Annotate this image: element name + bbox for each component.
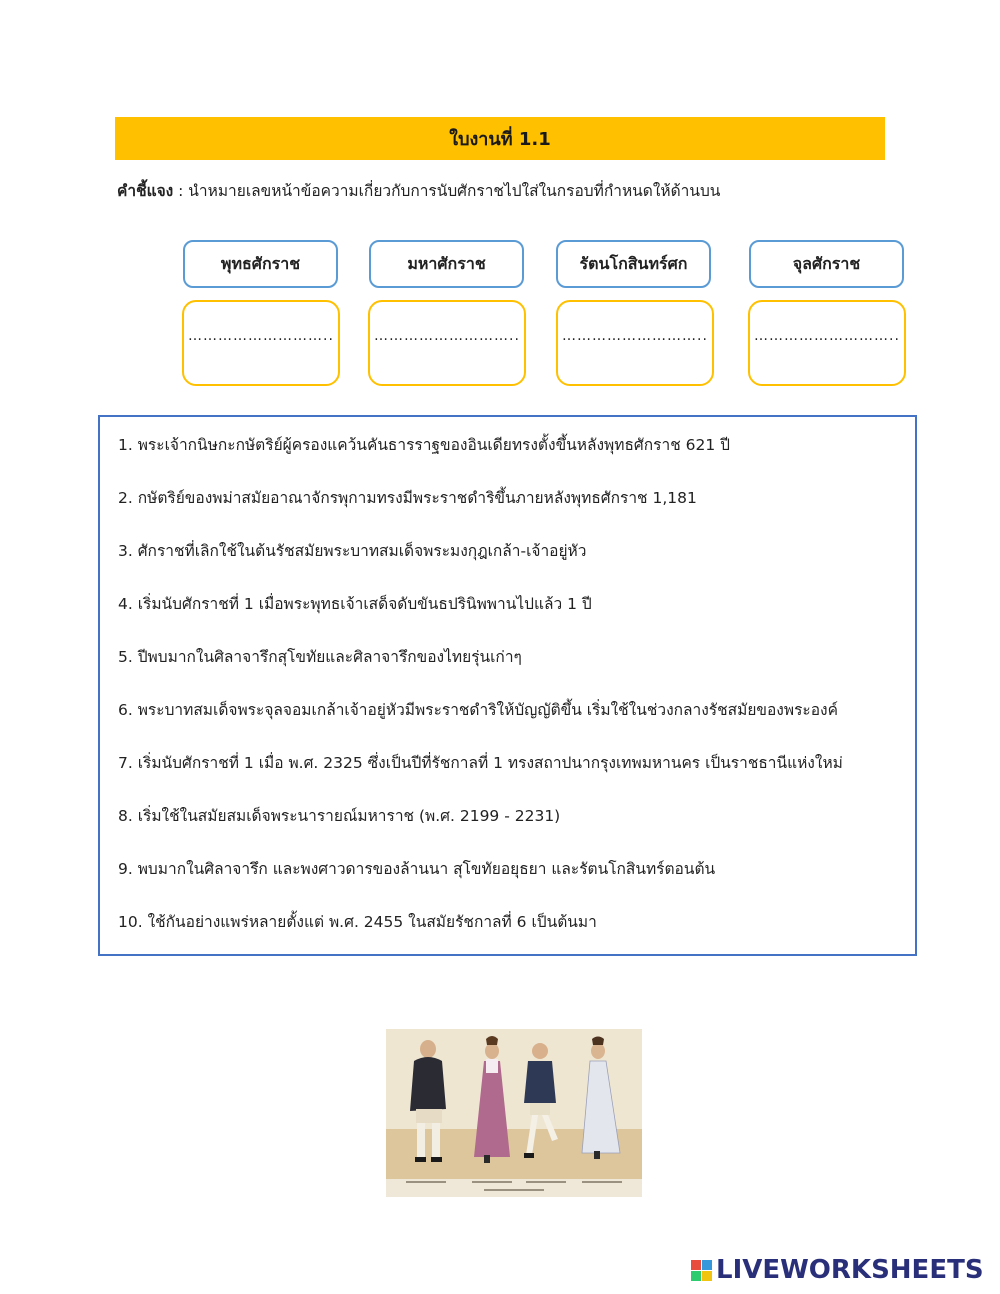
logo-squares-icon [691, 1260, 712, 1281]
statement-6[interactable]: 6. พระบาทสมเด็จพระจุลจอมเกล้าเจ้าอยู่หัวมีพระราชดำริให้บัญญัติขึ้น เริ่มใช้ในช่วงกลางรัชสมัยของพระองค์ [118, 701, 838, 719]
liveworksheets-logo [691, 1254, 984, 1286]
worksheet-title: ใบงานที่ 1.1 [449, 129, 551, 150]
answer-box-buddhist[interactable]: ……………………….. [182, 300, 340, 386]
era-label-buddhist: พุทธศักราช [183, 240, 338, 288]
statement-1[interactable]: 1. พระเจ้ากนิษกะกษัตริย์ผู้ครองแคว้นคันธารราฐของอินเดียทรงตั้งขึ้นหลังพุทธศักราช 621 ปี [118, 436, 730, 454]
statement-4[interactable]: 4. เริ่มนับศักราชที่ 1 เมื่อพระพุทธเจ้าเสด็จดับขันธปรินิพพานไปแล้ว 1 ปี [118, 595, 592, 613]
statement-7[interactable]: 7. เริ่มนับศักราชที่ 1 เมื่อ พ.ศ. 2325 ซึ่งเป็นปีที่รัชกาลที่ 1 ทรงสถาปนากรุงเทพมหานคร เป็นราชธานีแห่งใหม่ [118, 754, 843, 772]
instruction-text: : นำหมายเลขหน้าข้อความเกี่ยวกับการนับศักราชไปใส่ในกรอบที่กำหนดให้ด้านบน [173, 182, 721, 200]
answer-box-maha[interactable]: ……………………….. [368, 300, 526, 386]
instruction-label: คำชี้แจง [117, 182, 174, 200]
statement-8[interactable]: 8. เริ่มใช้ในสมัยสมเด็จพระนารายณ์มหาราช (พ.ศ. 2199 - 2231) [118, 807, 561, 825]
statement-9[interactable]: 9. พบมากในศิลาจารึก และพงศาวดารของล้านนา สุโขทัยอยุธยา และรัตนโกสินทร์ตอนต้น [118, 860, 716, 878]
dancers-illustration [386, 1029, 642, 1197]
answer-box-rattanakosin[interactable]: ……………………….. [556, 300, 714, 386]
statement-3[interactable]: 3. ศักราชที่เลิกใช้ในต้นรัชสมัยพระบาทสมเด็จพระมงกุฎเกล้า-เจ้าอยู่หัว [118, 542, 587, 560]
era-label-chula: จุลศักราช [749, 240, 904, 288]
era-label-rattanakosin: รัตนโกสินทร์ศก [556, 240, 711, 288]
statements-box [98, 415, 917, 956]
statement-5[interactable]: 5. ปีพบมากในศิลาจารึกสุโขทัยและศิลาจารึกของไทยรุ่นเก่าๆ [118, 648, 522, 666]
worksheet-title-bar [115, 117, 885, 160]
instruction [117, 178, 917, 203]
statement-10[interactable]: 10. ใช้กันอย่างแพร่หลายตั้งแต่ พ.ศ. 2455 ในสมัยรัชกาลที่ 6 เป็นต้นมา [118, 913, 597, 931]
dancers-illustration-graphic [386, 1029, 642, 1197]
logo-text: LIVEWORKSHEETS [716, 1255, 984, 1285]
statement-2[interactable]: 2. กษัตริย์ของพม่าสมัยอาณาจักรพุกามทรงมีพระราชดำริขึ้นภายหลังพุทธศักราช 1,181 [118, 489, 697, 507]
answer-box-chula[interactable]: ……………………….. [748, 300, 906, 386]
era-label-maha: มหาศักราช [369, 240, 524, 288]
